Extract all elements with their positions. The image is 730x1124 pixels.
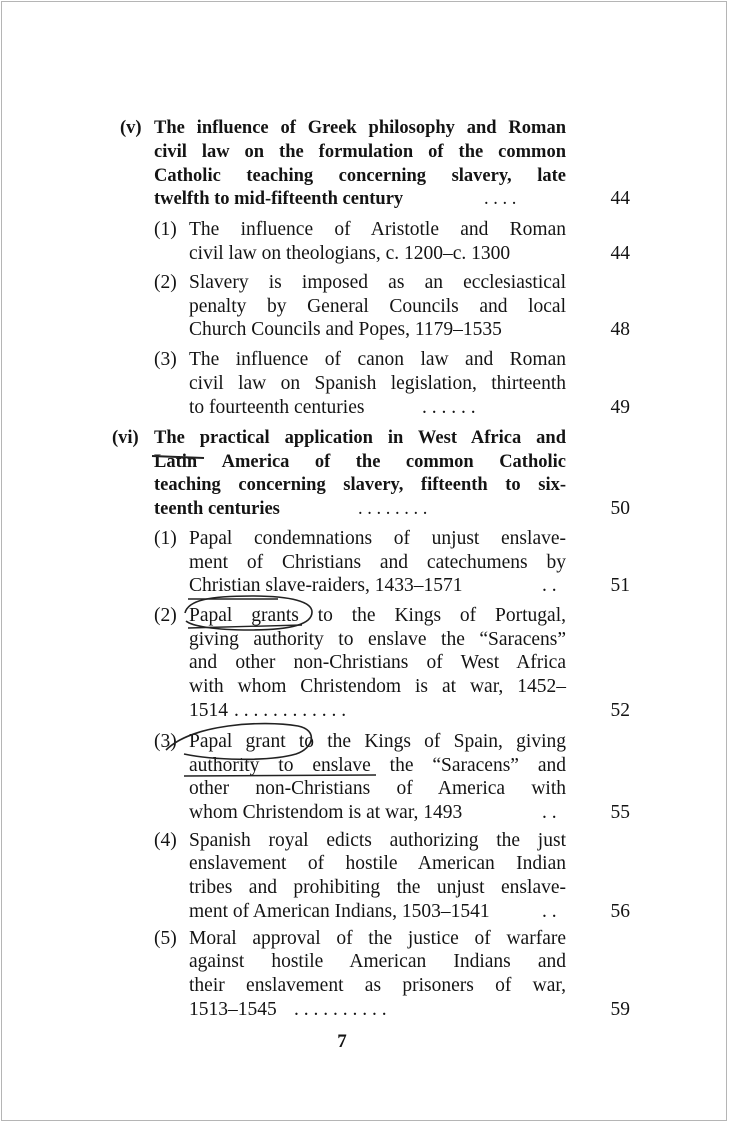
- subentry-text-line: Papal grants to the Kings of Portugal,: [189, 605, 566, 626]
- section-label: (v): [120, 118, 142, 138]
- section-title-line: teaching concerning slavery, fifteenth to six-: [154, 475, 566, 495]
- book-page: [1, 1, 727, 1121]
- subentry-text-line: their enslavement as prisoners of war,: [189, 975, 566, 996]
- section-title-line: twelfth to mid-fifteenth century: [154, 189, 404, 209]
- dot-leader: . .: [542, 901, 557, 922]
- subentry-label: (2): [154, 605, 177, 626]
- section-title-line: Catholic teaching concerning slavery, late: [154, 166, 566, 186]
- page-number: 56: [610, 901, 630, 922]
- page-number: 44: [610, 243, 630, 264]
- subentry-text-line: civil law on Spanish legislation, thirteenth: [189, 373, 566, 394]
- subentry-text-line: Papal condemnations of unjust enslave-: [189, 528, 566, 549]
- page-number: 51: [610, 575, 630, 596]
- subentry-text-line: The influence of canon law and Roman: [189, 349, 566, 370]
- page-number: 59: [610, 999, 630, 1020]
- circle-papal-grant: [166, 724, 311, 760]
- dot-leader: . .: [542, 575, 557, 596]
- subentry-text-line: tribes and prohibiting the unjust enslave-: [189, 877, 566, 898]
- subentry-label: (1): [154, 219, 177, 240]
- subentry-text-line: Papal grant to the Kings of Spain, giving: [189, 731, 566, 752]
- subentry-text-line: other non-Christians of America with: [189, 778, 566, 799]
- subentry-label: (5): [154, 928, 177, 949]
- page-number: 50: [610, 498, 630, 519]
- dot-leader: . . . .: [484, 189, 517, 209]
- page-number: 55: [610, 802, 630, 823]
- subentry-text-line: Slavery is imposed as an ecclesiastical: [189, 272, 566, 293]
- subentry-text-line: 1514: [189, 700, 228, 721]
- underline-authority-to-enslave: [184, 775, 376, 776]
- page-number: 52: [610, 700, 630, 721]
- subentry-text-line: ment of Christians and catechumens by: [189, 552, 566, 573]
- dot-leader: . . . . . . . .: [358, 499, 428, 519]
- section-title-line: Latin America of the common Catholic: [154, 452, 566, 472]
- dot-leader: . . . . . . . . . .: [294, 999, 387, 1020]
- section-label: (vi): [112, 428, 139, 448]
- subentry-text-line: and other non-Christians of West Africa: [189, 652, 566, 673]
- subentry-text-line: ment of American Indians, 1503–1541: [189, 901, 490, 922]
- subentry-text-line: giving authority to enslave the “Saracens”: [189, 629, 566, 650]
- subentry-label: (3): [154, 349, 177, 370]
- subentry-text-line: enslavement of hostile American Indian: [189, 853, 566, 874]
- page-number: 48: [610, 319, 630, 340]
- subentry-label: (3): [154, 731, 177, 752]
- subentry-text-line: Church Councils and Popes, 1179–1535: [189, 319, 502, 340]
- subentry-text-line: with whom Christendom is at war, 1452–: [189, 676, 566, 697]
- subentry-label: (1): [154, 528, 177, 549]
- subentry-label: (2): [154, 272, 177, 293]
- subentry-text-line: Christian slave-raiders, 1433–1571: [189, 575, 463, 596]
- subentry-text-line: to fourteenth centuries: [189, 397, 365, 418]
- subentry-text-line: civil law on theologians, c. 1200–c. 1300: [189, 243, 511, 264]
- dot-leader: . .: [542, 802, 557, 823]
- page-folio-number: 7: [337, 1031, 347, 1052]
- subentry-text-line: Spanish royal edicts authorizing the just: [189, 830, 566, 851]
- subentry-text-line: Moral approval of the justice of warfare: [189, 928, 566, 949]
- subentry-text-line: against hostile American Indians and: [189, 951, 566, 972]
- subentry-text-line: penalty by General Councils and local: [189, 296, 566, 317]
- underline-latin: [152, 456, 204, 458]
- handwritten-annotations: [2, 2, 728, 1122]
- section-title-line: civil law on the formulation of the common: [154, 142, 566, 162]
- dot-leader: . . . . . .: [422, 397, 476, 418]
- section-title-line: The practical application in West Africa and: [154, 428, 566, 448]
- subentry-text-line: 1513–1545: [189, 999, 277, 1020]
- page-number: 49: [610, 397, 630, 418]
- subentry-label: (4): [154, 830, 177, 851]
- subentry-text-line: whom Christendom is at war, 1493: [189, 802, 463, 823]
- section-title-line: The influence of Greek philosophy and Roman: [154, 118, 566, 138]
- subentry-text-line: authority to enslave the “Saracens” and: [189, 755, 566, 776]
- subentry-text-line: The influence of Aristotle and Roman: [189, 219, 566, 240]
- dot-leader: . . . . . . . . . . . .: [234, 700, 347, 721]
- page-number: 44: [610, 188, 630, 209]
- section-title-line: teenth centuries: [154, 499, 280, 519]
